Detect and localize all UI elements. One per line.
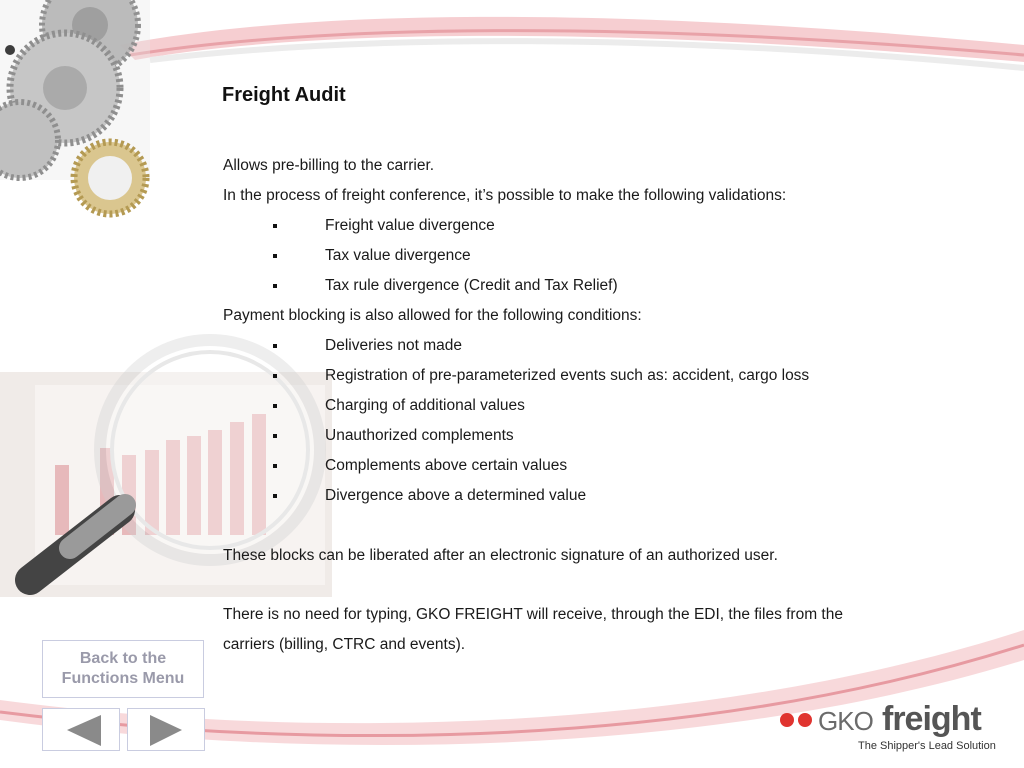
- bullet-marker-icon: [273, 374, 277, 378]
- paragraph-line: There is no need for typing, GKO FREIGHT will receive, through the EDI, the files from the: [223, 606, 843, 623]
- bullet-marker-icon: [273, 344, 277, 348]
- bullet-marker-icon: [273, 464, 277, 468]
- menu-button-label-line2: Functions Menu: [61, 670, 185, 687]
- bullet-marker-icon: [273, 224, 277, 228]
- bullet-item: [223, 425, 943, 455]
- company-logo: [776, 700, 1006, 760]
- bullet-marker-icon: [273, 254, 277, 258]
- triangle-right-icon: [128, 709, 206, 752]
- spacer: [223, 515, 943, 545]
- paragraph-line: carriers (billing, CTRC and events).: [223, 636, 466, 653]
- bullet-item: [223, 335, 943, 365]
- bullet-item: [223, 275, 943, 305]
- bullet-item: [223, 485, 943, 515]
- bullet-text: Divergence above a determined value: [325, 487, 587, 504]
- paragraph-line: Allows pre-billing to the carrier.: [223, 157, 435, 174]
- spacer: [223, 575, 943, 605]
- paragraph-line: In the process of freight conference, it’s possible to make the following validations:: [223, 187, 787, 204]
- bullet-item: [223, 395, 943, 425]
- bullet-text: Charging of additional values: [325, 397, 525, 414]
- bullet-text: Tax value divergence: [325, 247, 471, 264]
- gears-image: [0, 0, 150, 214]
- slide-title: Freight Audit: [222, 84, 346, 106]
- logo-tagline: The Shipper's Lead Solution: [858, 740, 996, 752]
- next-slide-button[interactable]: [127, 708, 205, 751]
- bullet-text: Registration of pre-parameterized events such as: accident, cargo loss: [325, 367, 810, 384]
- back-to-menu-button[interactable]: [42, 640, 204, 698]
- bullet-text: Unauthorized complements: [325, 427, 514, 444]
- bullet-marker-icon: [273, 434, 277, 438]
- bullet-marker-icon: [273, 494, 277, 498]
- bullet-item: [223, 245, 943, 275]
- slide-body: [223, 155, 943, 664]
- triangle-left-icon: [43, 709, 121, 752]
- paragraph-line: These blocks can be liberated after an electronic signature of an authorized user.: [223, 546, 778, 564]
- bullet-item: [223, 215, 943, 245]
- paragraph-line: Payment blocking is also allowed for the following conditions:: [223, 307, 642, 324]
- bullet-item: [223, 455, 943, 485]
- bullet-item: [223, 365, 943, 395]
- bullet-text: Tax rule divergence (Credit and Tax Relief): [325, 277, 618, 294]
- bullet-text: Freight value divergence: [325, 217, 495, 234]
- bullet-text: Deliveries not made: [325, 337, 462, 354]
- logo-freight-text: freight: [882, 700, 981, 738]
- bullet-marker-icon: [273, 284, 277, 288]
- logo-gko-text: GKO: [818, 706, 873, 736]
- bullet-text: Complements above certain values: [325, 457, 568, 474]
- menu-button-label-line1: Back to the: [79, 650, 167, 667]
- previous-slide-button[interactable]: [42, 708, 120, 751]
- bullet-marker-icon: [273, 404, 277, 408]
